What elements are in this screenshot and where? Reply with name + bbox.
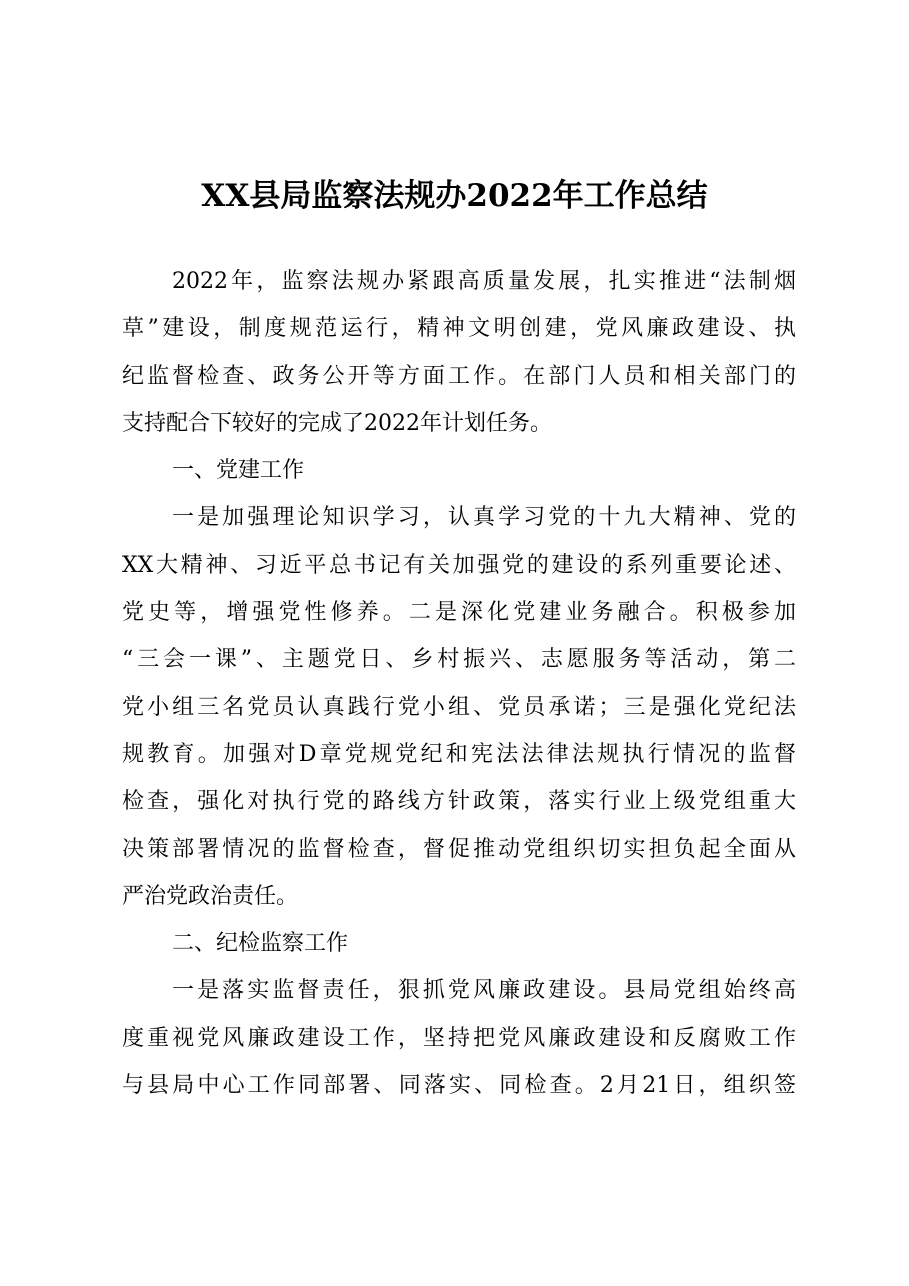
text-line: 支持配合下较好的完成了2022年计划任务。 — [122, 410, 552, 436]
text-line: 2022年，监察法规办紧跟高质量发展，扎实推进“法制烟 — [172, 269, 796, 294]
document-body — [122, 258, 796, 1109]
text-line: 一是加强理论知识学习，认真学习党的十九大精神、党的 — [172, 505, 796, 531]
text-line: 党史等，增强党性修养。二是深化党建业务融合。积极参加 — [122, 600, 796, 626]
text-line: 决策部署情况的监督检查，督促推动党组织切实担负起全面从 — [122, 836, 796, 862]
text-line: 与县局中心工作同部署、同落实、同检查。2月21日，组织签 — [122, 1073, 796, 1099]
text-line: 规教育。加强对D章党规党纪和宪法法律法规执行情况的监督 — [122, 741, 796, 767]
document-title: XX县局监察法规办2022年工作总结 — [201, 178, 708, 214]
text-line: “三会一课”、主题党日、乡村振兴、志愿服务等活动，第二 — [122, 647, 796, 673]
text-line: 一是落实监督责任，狠抓党风廉政建设。县局党组始终高 — [172, 978, 796, 1004]
text-line: 度重视党风廉政建设工作，坚持把党风廉政建设和反腐败工作 — [122, 1025, 796, 1051]
text-line: 一、党建工作 — [172, 458, 305, 484]
text-line: 党小组三名党员认真践行党小组、党员承诺；三是强化党纪法 — [122, 694, 796, 720]
text-line: 二、纪检监察工作 — [172, 931, 349, 957]
text-line: 检查，强化对执行党的路线方针政策，落实行业上级党组重大 — [122, 789, 796, 815]
text-line: 草”建设，制度规范运行，精神文明创建，党风廉政建设、执 — [122, 316, 796, 342]
text-line: 纪监督检查、政务公开等方面工作。在部门人员和相关部门的 — [122, 363, 796, 389]
text-line: XX大精神、习近平总书记有关加强党的建设的系列重要论述、 — [122, 552, 796, 578]
text-line: 严治党政治责任。 — [122, 883, 299, 909]
